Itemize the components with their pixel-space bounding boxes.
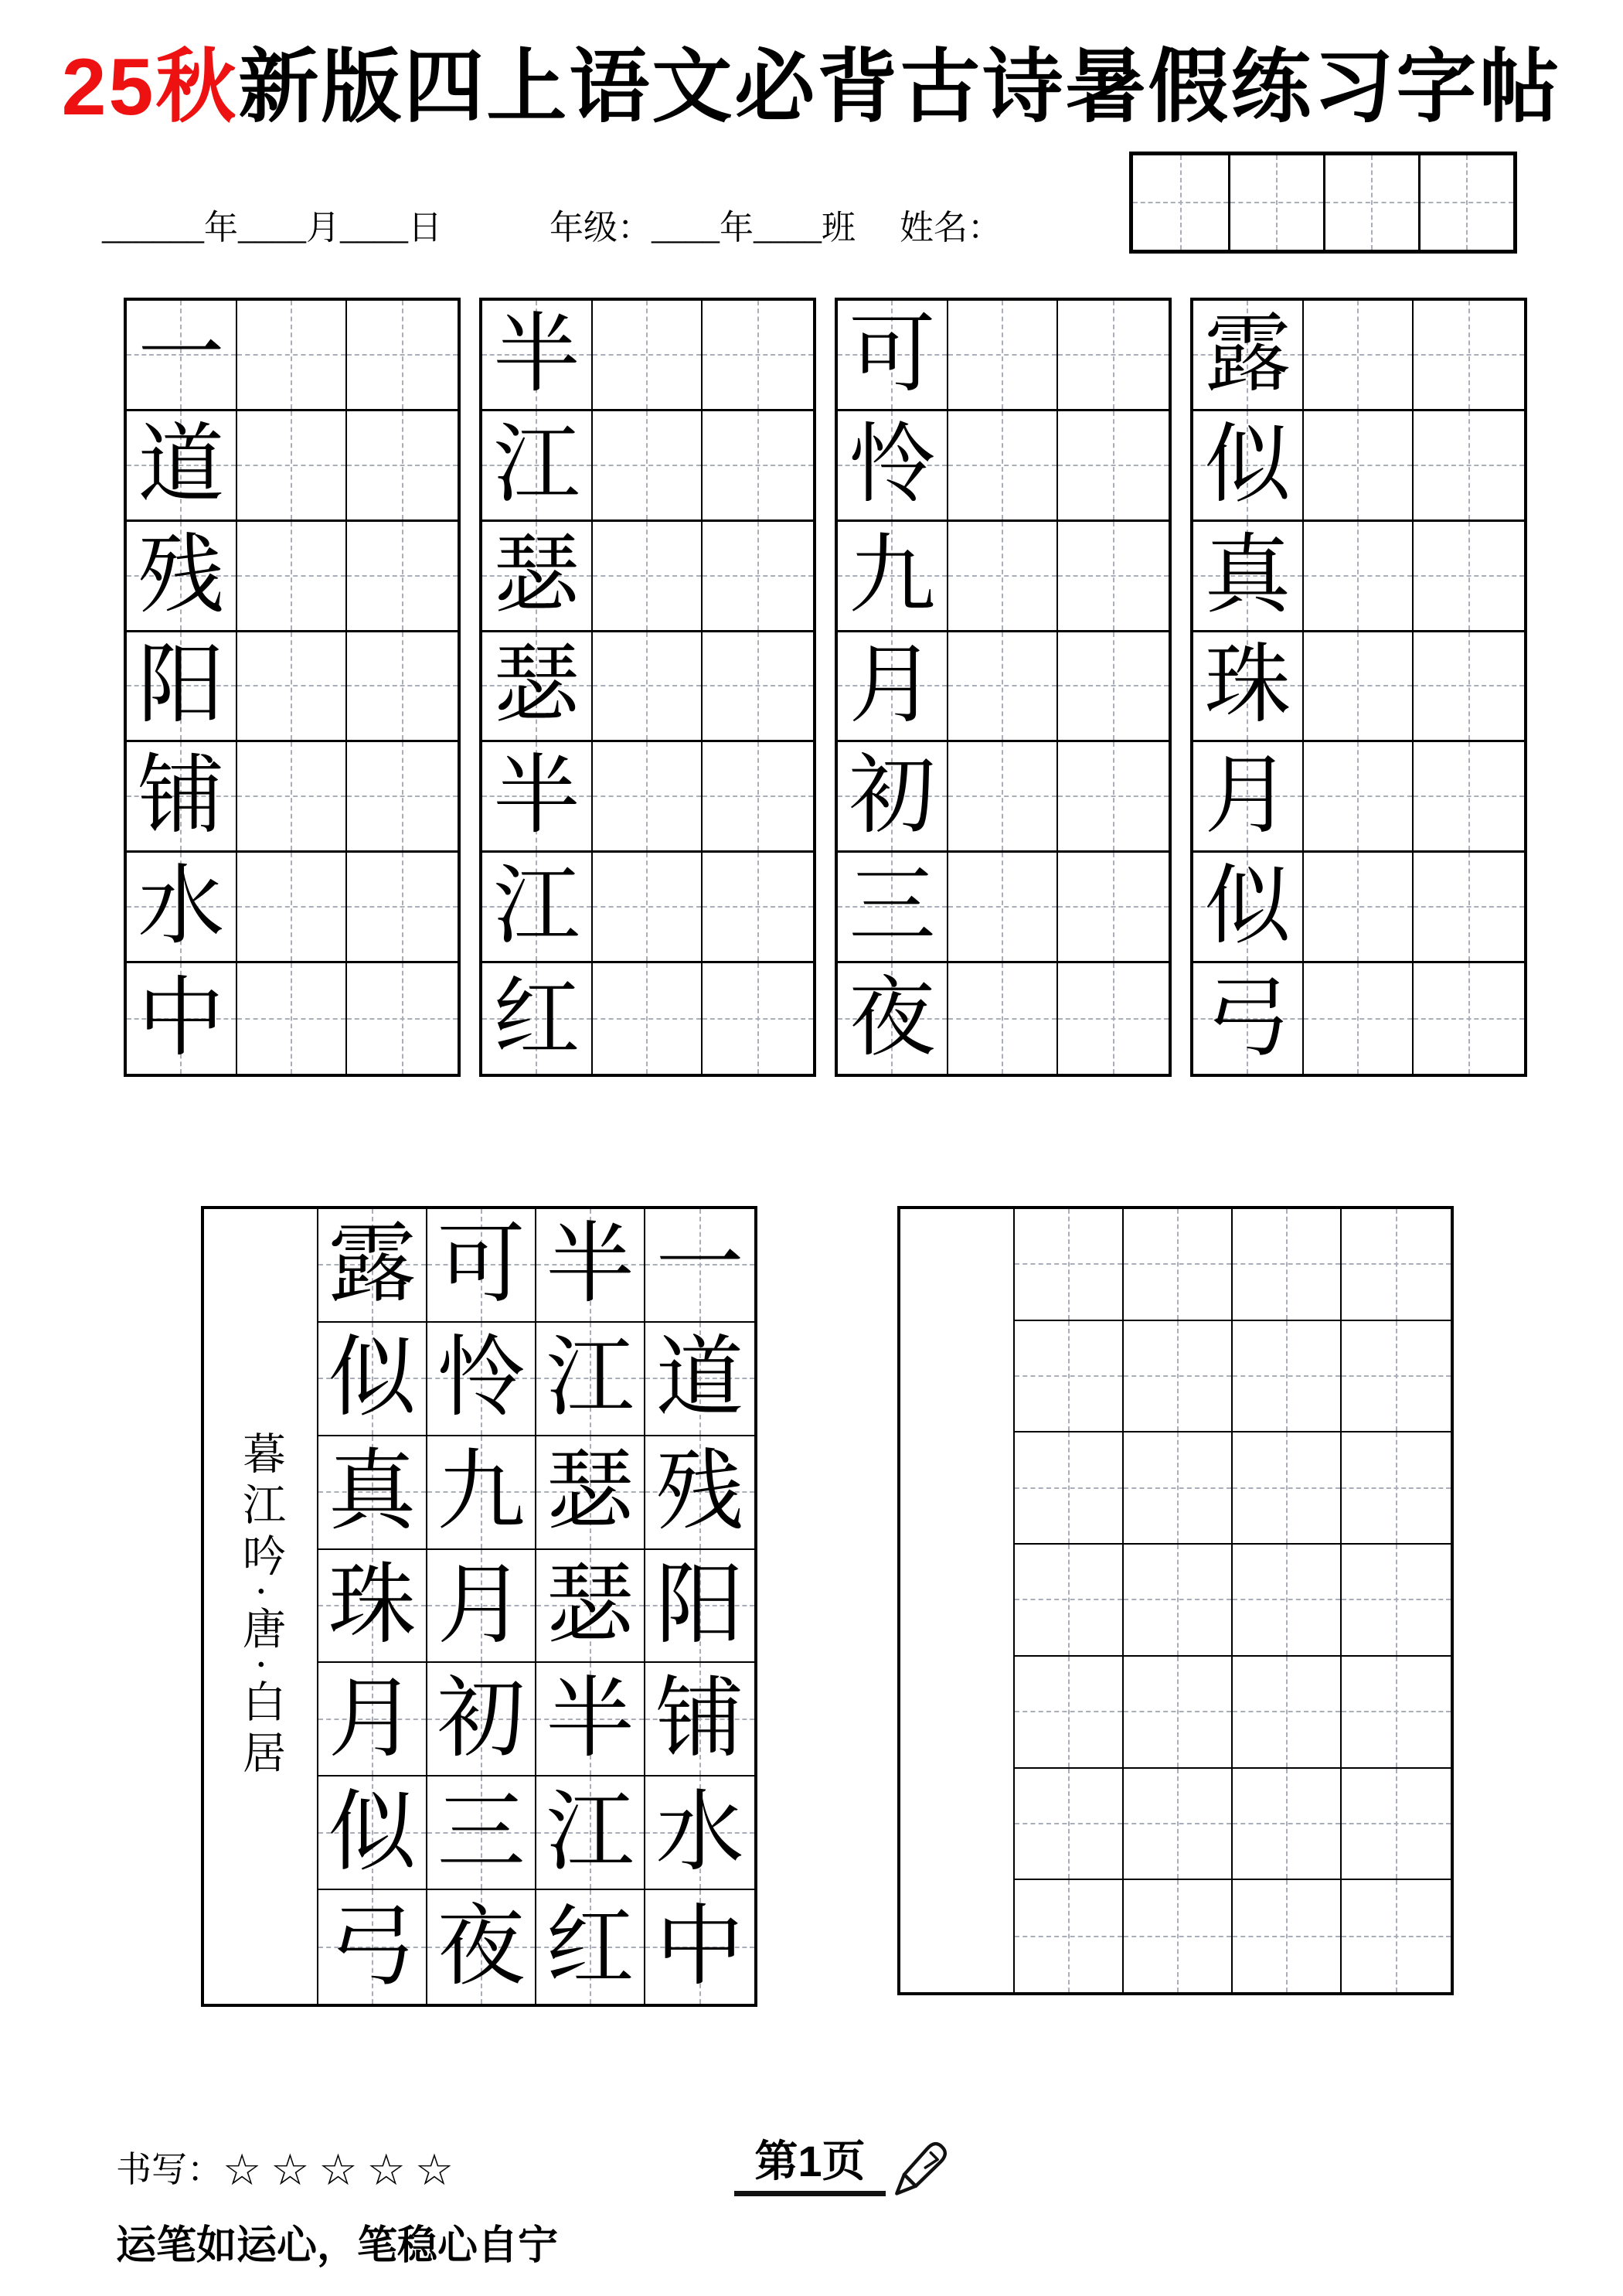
poem-character: 水 [655,1783,744,1882]
model-char-cell [127,853,237,961]
model-character: 三 [849,859,936,956]
model-char-cell [1193,522,1304,630]
blank-practice-cell [1414,632,1524,741]
model-char-cell [1193,632,1304,741]
name-box-cell [1228,155,1323,250]
blank-practice-cell [347,301,458,409]
blank-practice-cell [948,853,1059,961]
blank-practice-cell [948,411,1059,519]
blank-copy-cell [1233,1321,1342,1432]
title-season-prefix: 25秋 [61,43,239,132]
blank-copy-cell [1015,1432,1124,1543]
practice-row [1193,853,1524,963]
practice-row [127,632,458,743]
rating-stars: ☆☆☆☆☆ [223,2145,464,2196]
poem-character: 怜 [437,1329,526,1428]
model-char-cell [482,632,593,741]
blank-copy-cell [1342,1769,1451,1879]
practice-row [1193,632,1524,743]
copy-row [318,1550,754,1664]
blank-copy-cell [1233,1545,1342,1655]
model-char-cell [127,963,237,1074]
poem-char-cell [427,1550,536,1662]
practice-block-4 [1190,298,1527,1077]
poem-character: 初 [437,1669,526,1768]
poem-char-cell [645,1436,754,1548]
copy-row [318,1777,754,1890]
poem-char-cell [536,1890,645,2004]
model-char-cell [482,963,593,1074]
blank-copy-cell [1124,1209,1233,1320]
blank-copy-cell [1342,1657,1451,1767]
blank-copy-cell [1233,1209,1342,1320]
poem-title-vertical-label: 暮江吟·唐·白居 [236,1431,284,1782]
model-char-cell [482,411,593,519]
poem-character: 似 [328,1329,417,1428]
blank-copy-cell [1015,1321,1124,1432]
blank-practice-cell [347,963,458,1074]
name-box-cell [1418,155,1513,250]
empty-label-column [900,1209,1015,1992]
model-character: 水 [138,859,225,956]
model-character: 九 [849,527,936,624]
blank-practice-cell [593,522,703,630]
practice-row [482,853,813,963]
model-character: 初 [849,748,936,845]
practice-block-1 [124,298,461,1077]
poem-char-cell [645,1663,754,1775]
poem-character: 一 [655,1215,744,1314]
blank-practice-cell [593,411,703,519]
blank-practice-cell [703,632,813,741]
blank-practice-cell [593,963,703,1074]
blank-practice-cell [1414,853,1524,961]
blank-copy-cell [1342,1880,1451,1992]
blank-copy-cell [1124,1321,1233,1432]
model-character: 怜 [849,417,936,513]
poem-char-cell [318,1209,427,1321]
model-char-cell [1193,853,1304,961]
blank-practice-cell [1414,301,1524,409]
model-char-cell [838,632,948,741]
poem-character: 夜 [437,1897,526,1996]
copy-row [1015,1769,1451,1881]
practice-row [1193,742,1524,853]
practice-row [1193,301,1524,411]
model-character: 月 [849,638,936,734]
blank-copy-cell [1233,1880,1342,1992]
blank-practice-cell [347,522,458,630]
poem-title-column [204,1209,318,2004]
poem-char-cell [427,1436,536,1548]
blank-practice-cell [948,963,1059,1074]
model-char-cell [482,522,593,630]
name-box-cell [1133,155,1228,250]
poem-char-cell [536,1209,645,1321]
practice-row [482,742,813,853]
handwriting-rating [116,2141,463,2196]
pen-icon [886,2134,957,2202]
model-char-cell [482,301,593,409]
model-character: 似 [1204,417,1291,513]
blank-practice-cell [1058,522,1169,630]
blank-practice-cell [948,301,1059,409]
blank-practice-cell [237,963,348,1074]
model-character: 红 [493,970,580,1067]
blank-practice-cell [1304,411,1414,519]
poem-char-cell [536,1663,645,1775]
practice-row [1193,522,1524,632]
blank-practice-cell [593,632,703,741]
blank-practice-cell [1304,963,1414,1074]
blank-practice-cell [1414,522,1524,630]
model-char-cell [838,853,948,961]
blank-copy-cell [1233,1769,1342,1879]
date-blanks: ______年____月____日 [102,209,442,247]
poem-character: 江 [546,1783,635,1882]
blank-practice-cell [347,411,458,519]
practice-row [838,522,1169,632]
copy-row [1015,1657,1451,1769]
blank-practice-cell [1304,742,1414,850]
page-title [0,22,1623,138]
title-main-text: 新版四上语文必背古诗暑假练习字帖 [238,43,1562,132]
blank-copy-cell [1342,1432,1451,1543]
grade-class-blanks: 年级：____年____班 [550,209,856,247]
model-character: 阳 [138,638,225,734]
model-character: 道 [138,417,225,513]
copy-row [1015,1321,1451,1433]
model-character: 露 [1204,306,1291,403]
name-grid [1129,152,1517,254]
blank-practice-cell [703,301,813,409]
blank-copy-cell [1124,1545,1233,1655]
poem-char-cell [645,1550,754,1662]
blank-practice-cell [1414,411,1524,519]
page-number-underline [734,2191,886,2196]
model-char-cell [482,742,593,850]
practice-row [838,301,1169,411]
practice-row [482,522,813,632]
practice-row [838,742,1169,853]
model-character: 可 [849,306,936,403]
blank-practice-cell [347,632,458,741]
blank-practice-cell [237,301,348,409]
model-character: 半 [493,748,580,845]
poem-char-cell [427,1323,536,1435]
practice-row [482,411,813,522]
blank-practice-cell [948,742,1059,850]
blank-practice-cell [703,522,813,630]
model-char-cell [1193,301,1304,409]
blank-copy-cell [1124,1769,1233,1879]
model-char-cell [838,742,948,850]
copy-row [318,1209,754,1323]
poem-character: 九 [437,1443,526,1541]
poem-character: 可 [437,1215,526,1314]
copy-row [1015,1209,1451,1321]
blank-practice-cell [237,411,348,519]
blank-copy-cell [1342,1545,1451,1655]
practice-row [127,963,458,1074]
poem-character: 弓 [328,1897,417,1996]
poem-character: 半 [546,1669,635,1768]
model-char-cell [1193,963,1304,1074]
blank-practice-cell [948,632,1059,741]
blank-practice-cell [703,411,813,519]
model-character: 中 [138,970,225,1067]
model-character: 瑟 [493,527,580,624]
copy-block-with-poem [201,1206,757,2007]
model-character: 江 [493,859,580,956]
model-character: 夜 [849,970,936,1067]
poem-char-cell [645,1209,754,1321]
model-char-cell [127,632,237,741]
poem-character: 残 [655,1443,744,1541]
poem-character: 中 [655,1897,744,1996]
model-character: 半 [493,306,580,403]
poem-character: 月 [328,1669,417,1768]
poem-char-cell [536,1323,645,1435]
name-label: 姓名： [900,209,1002,247]
poem-character: 真 [328,1443,417,1541]
poem-character: 珠 [328,1555,417,1654]
poem-char-cell [427,1890,536,2004]
poem-character: 江 [546,1329,635,1428]
practice-row [1193,963,1524,1074]
practice-row [838,632,1169,743]
blank-copy-cell [1015,1545,1124,1655]
copy-row [318,1890,754,2004]
poem-character: 露 [328,1215,417,1314]
practice-row [127,411,458,522]
practice-row [838,411,1169,522]
poem-char-cell [318,1890,427,2004]
blank-practice-cell [1304,301,1414,409]
blank-practice-cell [237,742,348,850]
poem-char-cell [318,1436,427,1548]
practice-row [127,742,458,853]
model-char-cell [838,522,948,630]
model-char-cell [127,742,237,850]
model-char-cell [127,301,237,409]
copy-row [318,1436,754,1550]
blank-practice-cell [1304,853,1414,961]
poem-char-cell [427,1777,536,1889]
poem-character: 似 [328,1783,417,1882]
poem-character: 铺 [655,1669,744,1768]
copy-row [1015,1880,1451,1992]
blank-practice-cell [237,522,348,630]
blank-practice-cell [347,853,458,961]
blank-practice-cell [703,853,813,961]
blank-copy-cell [1342,1209,1451,1320]
poem-character: 红 [546,1897,635,1996]
blank-practice-cell [593,742,703,850]
blank-copy-cell [1124,1880,1233,1992]
poem-char-cell [427,1663,536,1775]
poem-char-cell [318,1550,427,1662]
blank-practice-cell [1304,522,1414,630]
blank-copy-cell [1342,1321,1451,1432]
copy-block-empty [897,1206,1454,1995]
poem-character: 瑟 [546,1555,635,1654]
practice-row [482,963,813,1074]
poem-char-cell [536,1436,645,1548]
header-line [102,199,1002,249]
blank-practice-cell [1058,632,1169,741]
poem-char-cell [318,1777,427,1889]
copy-row [1015,1545,1451,1657]
practice-row [482,632,813,743]
model-character: 月 [1204,748,1291,845]
model-char-cell [127,522,237,630]
motto-text: 运笔如运心，笔稳心自宁 [116,2223,559,2268]
blank-copy-cell [1015,1880,1124,1992]
page-number: 第1页 [754,2137,866,2185]
blank-copy-cell [1015,1209,1124,1320]
poem-character: 半 [546,1215,635,1314]
blank-practice-cell [347,742,458,850]
practice-row [127,522,458,632]
poem-char-cell [645,1890,754,2004]
model-char-cell [838,963,948,1074]
poem-character: 月 [437,1555,526,1654]
blank-copy-cell [1015,1657,1124,1767]
blank-practice-cell [593,301,703,409]
blank-practice-cell [237,853,348,961]
model-char-cell [1193,742,1304,850]
copy-row [318,1663,754,1777]
blank-practice-cell [1414,742,1524,850]
blank-practice-cell [703,742,813,850]
model-char-cell [838,411,948,519]
model-char-cell [838,301,948,409]
model-character: 江 [493,417,580,513]
poem-character: 瑟 [546,1443,635,1541]
poem-char-cell [645,1323,754,1435]
copy-row [318,1323,754,1436]
model-character: 似 [1204,859,1291,956]
model-char-cell [1193,411,1304,519]
blank-copy-cell [1233,1657,1342,1767]
blank-copy-cell [1124,1657,1233,1767]
practice-block-2 [479,298,816,1077]
rating-label: 书写： [116,2150,223,2189]
practice-row [838,963,1169,1074]
practice-row [127,853,458,963]
model-char-cell [127,411,237,519]
blank-practice-cell [1414,963,1524,1074]
practice-row [838,853,1169,963]
blank-practice-cell [1058,853,1169,961]
poem-char-cell [536,1777,645,1889]
blank-practice-cell [948,522,1059,630]
blank-practice-cell [1304,632,1414,741]
model-char-cell [482,853,593,961]
poem-character: 三 [437,1783,526,1882]
blank-copy-cell [1124,1432,1233,1543]
model-character: 一 [138,306,225,403]
model-character: 弓 [1204,970,1291,1067]
poem-character: 阳 [655,1555,744,1654]
model-character: 真 [1204,527,1291,624]
blank-practice-cell [703,963,813,1074]
blank-practice-cell [1058,742,1169,850]
blank-practice-cell [1058,411,1169,519]
copy-row [1015,1432,1451,1545]
poem-character: 道 [655,1329,744,1428]
poem-char-cell [645,1777,754,1889]
practice-block-3 [835,298,1172,1077]
model-character: 瑟 [493,638,580,734]
poem-char-cell [318,1663,427,1775]
practice-row [1193,411,1524,522]
practice-row [482,301,813,411]
blank-copy-cell [1233,1432,1342,1543]
poem-char-cell [318,1323,427,1435]
blank-copy-cell [1015,1769,1124,1879]
blank-practice-cell [1058,301,1169,409]
blank-practice-cell [593,853,703,961]
model-character: 残 [138,527,225,624]
model-character: 铺 [138,748,225,845]
poem-char-cell [536,1550,645,1662]
name-box-cell [1323,155,1418,250]
model-character: 珠 [1204,638,1291,734]
practice-row [127,301,458,411]
blank-practice-cell [1058,963,1169,1074]
blank-practice-cell [237,632,348,741]
poem-char-cell [427,1209,536,1321]
